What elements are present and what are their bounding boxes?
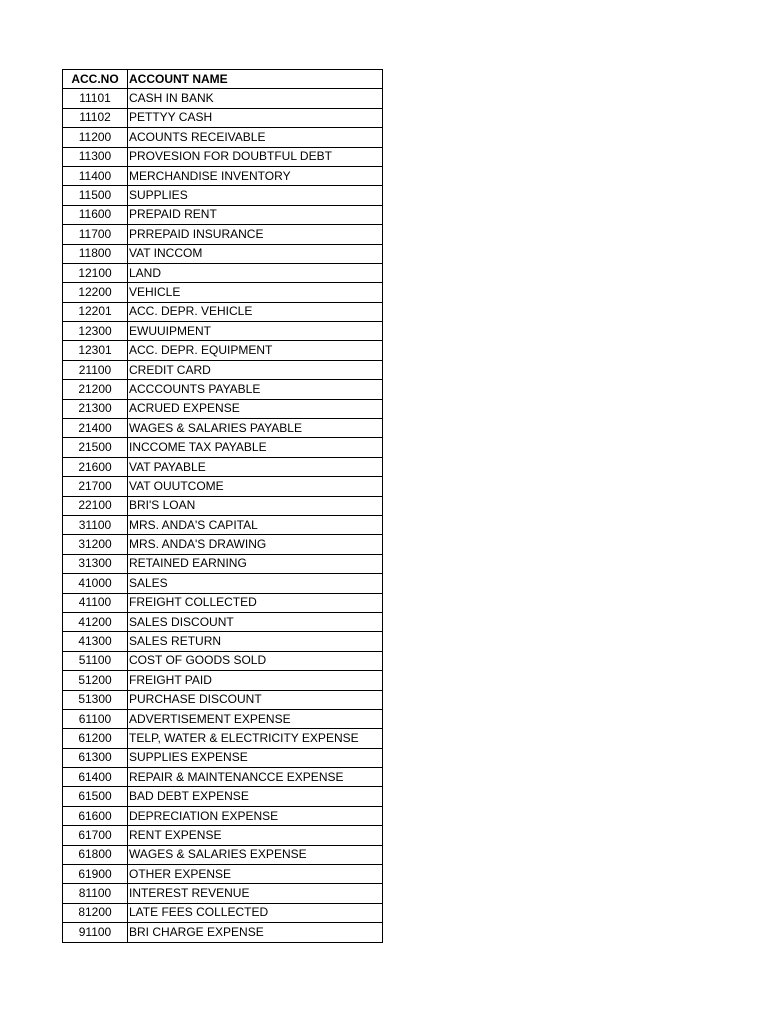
account-number-cell: 11400 bbox=[63, 166, 128, 185]
table-row bbox=[63, 322, 383, 341]
account-number-cell: 11700 bbox=[63, 225, 128, 244]
table-row bbox=[63, 166, 383, 185]
account-number-cell: 21400 bbox=[63, 419, 128, 438]
account-name-cell: SUPPLIES bbox=[128, 186, 383, 205]
account-name-cell: WAGES & SALARIES EXPENSE bbox=[128, 845, 383, 864]
table-row bbox=[63, 360, 383, 379]
account-number-cell: 61500 bbox=[63, 787, 128, 806]
account-number-cell: 61200 bbox=[63, 729, 128, 748]
column-header-acc-no: ACC.NO bbox=[63, 70, 128, 89]
account-number-cell: 61800 bbox=[63, 845, 128, 864]
account-name-cell: LATE FEES COLLECTED bbox=[128, 903, 383, 922]
account-name-cell: ACC. DEPR. EQUIPMENT bbox=[128, 341, 383, 360]
table-row bbox=[63, 108, 383, 127]
account-number-cell: 61700 bbox=[63, 826, 128, 845]
account-name-cell: SUPPLIES EXPENSE bbox=[128, 748, 383, 767]
account-name-cell: BRI CHARGE EXPENSE bbox=[128, 923, 383, 942]
account-name-cell: EWUUIPMENT bbox=[128, 322, 383, 341]
account-number-cell: 12201 bbox=[63, 302, 128, 321]
table-row bbox=[63, 147, 383, 166]
table-body bbox=[63, 89, 383, 942]
account-name-cell: REPAIR & MAINTENANCCE EXPENSE bbox=[128, 768, 383, 787]
account-number-cell: 91100 bbox=[63, 923, 128, 942]
table-row bbox=[63, 302, 383, 321]
account-number-cell: 31100 bbox=[63, 515, 128, 534]
account-name-cell: MERCHANDISE INVENTORY bbox=[128, 166, 383, 185]
account-name-cell: RETAINED EARNING bbox=[128, 554, 383, 573]
account-number-cell: 41300 bbox=[63, 632, 128, 651]
account-number-cell: 81200 bbox=[63, 903, 128, 922]
account-name-cell: ACCCOUNTS PAYABLE bbox=[128, 380, 383, 399]
table-row bbox=[63, 186, 383, 205]
table-row bbox=[63, 903, 383, 922]
account-name-cell: SALES DISCOUNT bbox=[128, 612, 383, 631]
table-row bbox=[63, 128, 383, 147]
account-name-cell: FREIGHT COLLECTED bbox=[128, 593, 383, 612]
account-name-cell: PRREPAID INSURANCE bbox=[128, 225, 383, 244]
account-number-cell: 11500 bbox=[63, 186, 128, 205]
chart-of-accounts-sheet bbox=[62, 69, 383, 943]
account-name-cell: ACC. DEPR. VEHICLE bbox=[128, 302, 383, 321]
account-number-cell: 61400 bbox=[63, 768, 128, 787]
table-row bbox=[63, 535, 383, 554]
account-name-cell: INTEREST REVENUE bbox=[128, 884, 383, 903]
account-name-cell: PROVESION FOR DOUBTFUL DEBT bbox=[128, 147, 383, 166]
account-number-cell: 31300 bbox=[63, 554, 128, 573]
account-number-cell: 41200 bbox=[63, 612, 128, 631]
table-row bbox=[63, 709, 383, 728]
table-row bbox=[63, 612, 383, 631]
account-number-cell: 21600 bbox=[63, 457, 128, 476]
account-name-cell: COST OF GOODS SOLD bbox=[128, 651, 383, 670]
account-number-cell: 31200 bbox=[63, 535, 128, 554]
account-number-cell: 51200 bbox=[63, 671, 128, 690]
account-name-cell: VAT PAYABLE bbox=[128, 457, 383, 476]
table-row bbox=[63, 477, 383, 496]
account-name-cell: MRS. ANDA'S DRAWING bbox=[128, 535, 383, 554]
account-name-cell: PETTYY CASH bbox=[128, 108, 383, 127]
account-number-cell: 12100 bbox=[63, 263, 128, 282]
table-row bbox=[63, 593, 383, 612]
account-number-cell: 61300 bbox=[63, 748, 128, 767]
table-row bbox=[63, 787, 383, 806]
account-name-cell: BRI'S LOAN bbox=[128, 496, 383, 515]
account-name-cell: PREPAID RENT bbox=[128, 205, 383, 224]
account-number-cell: 51300 bbox=[63, 690, 128, 709]
account-number-cell: 21200 bbox=[63, 380, 128, 399]
account-name-cell: CASH IN BANK bbox=[128, 89, 383, 108]
account-name-cell: SALES bbox=[128, 574, 383, 593]
column-header-account-name: ACCOUNT NAME bbox=[128, 70, 383, 89]
table-row bbox=[63, 225, 383, 244]
account-number-cell: 11300 bbox=[63, 147, 128, 166]
account-number-cell: 11800 bbox=[63, 244, 128, 263]
table-row bbox=[63, 768, 383, 787]
account-number-cell: 41100 bbox=[63, 593, 128, 612]
account-name-cell: TELP, WATER & ELECTRICITY EXPENSE bbox=[128, 729, 383, 748]
table-row bbox=[63, 923, 383, 942]
account-name-cell: FREIGHT PAID bbox=[128, 671, 383, 690]
table-row bbox=[63, 399, 383, 418]
table-row bbox=[63, 438, 383, 457]
table-header-row bbox=[63, 70, 383, 89]
account-name-cell: PURCHASE DISCOUNT bbox=[128, 690, 383, 709]
account-name-cell: VAT OUUTCOME bbox=[128, 477, 383, 496]
table-row bbox=[63, 865, 383, 884]
account-name-cell: MRS. ANDA'S CAPITAL bbox=[128, 515, 383, 534]
chart-of-accounts-table bbox=[62, 69, 383, 943]
table-row bbox=[63, 380, 383, 399]
account-name-cell: VEHICLE bbox=[128, 283, 383, 302]
table-row bbox=[63, 341, 383, 360]
table-row bbox=[63, 671, 383, 690]
account-name-cell: RENT EXPENSE bbox=[128, 826, 383, 845]
account-number-cell: 61100 bbox=[63, 709, 128, 728]
account-number-cell: 12301 bbox=[63, 341, 128, 360]
table-row bbox=[63, 574, 383, 593]
account-number-cell: 11600 bbox=[63, 205, 128, 224]
account-number-cell: 81100 bbox=[63, 884, 128, 903]
table-row bbox=[63, 515, 383, 534]
table-row bbox=[63, 496, 383, 515]
account-number-cell: 21700 bbox=[63, 477, 128, 496]
account-name-cell: INCCOME TAX PAYABLE bbox=[128, 438, 383, 457]
account-number-cell: 51100 bbox=[63, 651, 128, 670]
account-number-cell: 11101 bbox=[63, 89, 128, 108]
table-row bbox=[63, 244, 383, 263]
account-number-cell: 12300 bbox=[63, 322, 128, 341]
account-name-cell: ACOUNTS RECEIVABLE bbox=[128, 128, 383, 147]
table-row bbox=[63, 89, 383, 108]
table-row bbox=[63, 263, 383, 282]
account-name-cell: CREDIT CARD bbox=[128, 360, 383, 379]
account-number-cell: 21300 bbox=[63, 399, 128, 418]
table-row bbox=[63, 632, 383, 651]
account-number-cell: 11102 bbox=[63, 108, 128, 127]
table-row bbox=[63, 826, 383, 845]
account-name-cell: WAGES & SALARIES PAYABLE bbox=[128, 419, 383, 438]
account-number-cell: 41000 bbox=[63, 574, 128, 593]
account-name-cell: BAD DEBT EXPENSE bbox=[128, 787, 383, 806]
account-number-cell: 11200 bbox=[63, 128, 128, 147]
table-row bbox=[63, 806, 383, 825]
account-name-cell: OTHER EXPENSE bbox=[128, 865, 383, 884]
table-row bbox=[63, 554, 383, 573]
table-row bbox=[63, 729, 383, 748]
account-name-cell: ACRUED EXPENSE bbox=[128, 399, 383, 418]
table-row bbox=[63, 884, 383, 903]
account-number-cell: 61900 bbox=[63, 865, 128, 884]
table-row bbox=[63, 457, 383, 476]
account-number-cell: 21500 bbox=[63, 438, 128, 457]
account-name-cell: ADVERTISEMENT EXPENSE bbox=[128, 709, 383, 728]
account-name-cell: SALES RETURN bbox=[128, 632, 383, 651]
account-number-cell: 12200 bbox=[63, 283, 128, 302]
table-row bbox=[63, 205, 383, 224]
table-row bbox=[63, 748, 383, 767]
account-name-cell: LAND bbox=[128, 263, 383, 282]
table-row bbox=[63, 651, 383, 670]
table-row bbox=[63, 419, 383, 438]
account-number-cell: 21100 bbox=[63, 360, 128, 379]
table-row bbox=[63, 283, 383, 302]
table-row bbox=[63, 690, 383, 709]
account-name-cell: VAT INCCOM bbox=[128, 244, 383, 263]
account-number-cell: 61600 bbox=[63, 806, 128, 825]
table-row bbox=[63, 845, 383, 864]
account-name-cell: DEPRECIATION EXPENSE bbox=[128, 806, 383, 825]
account-number-cell: 22100 bbox=[63, 496, 128, 515]
